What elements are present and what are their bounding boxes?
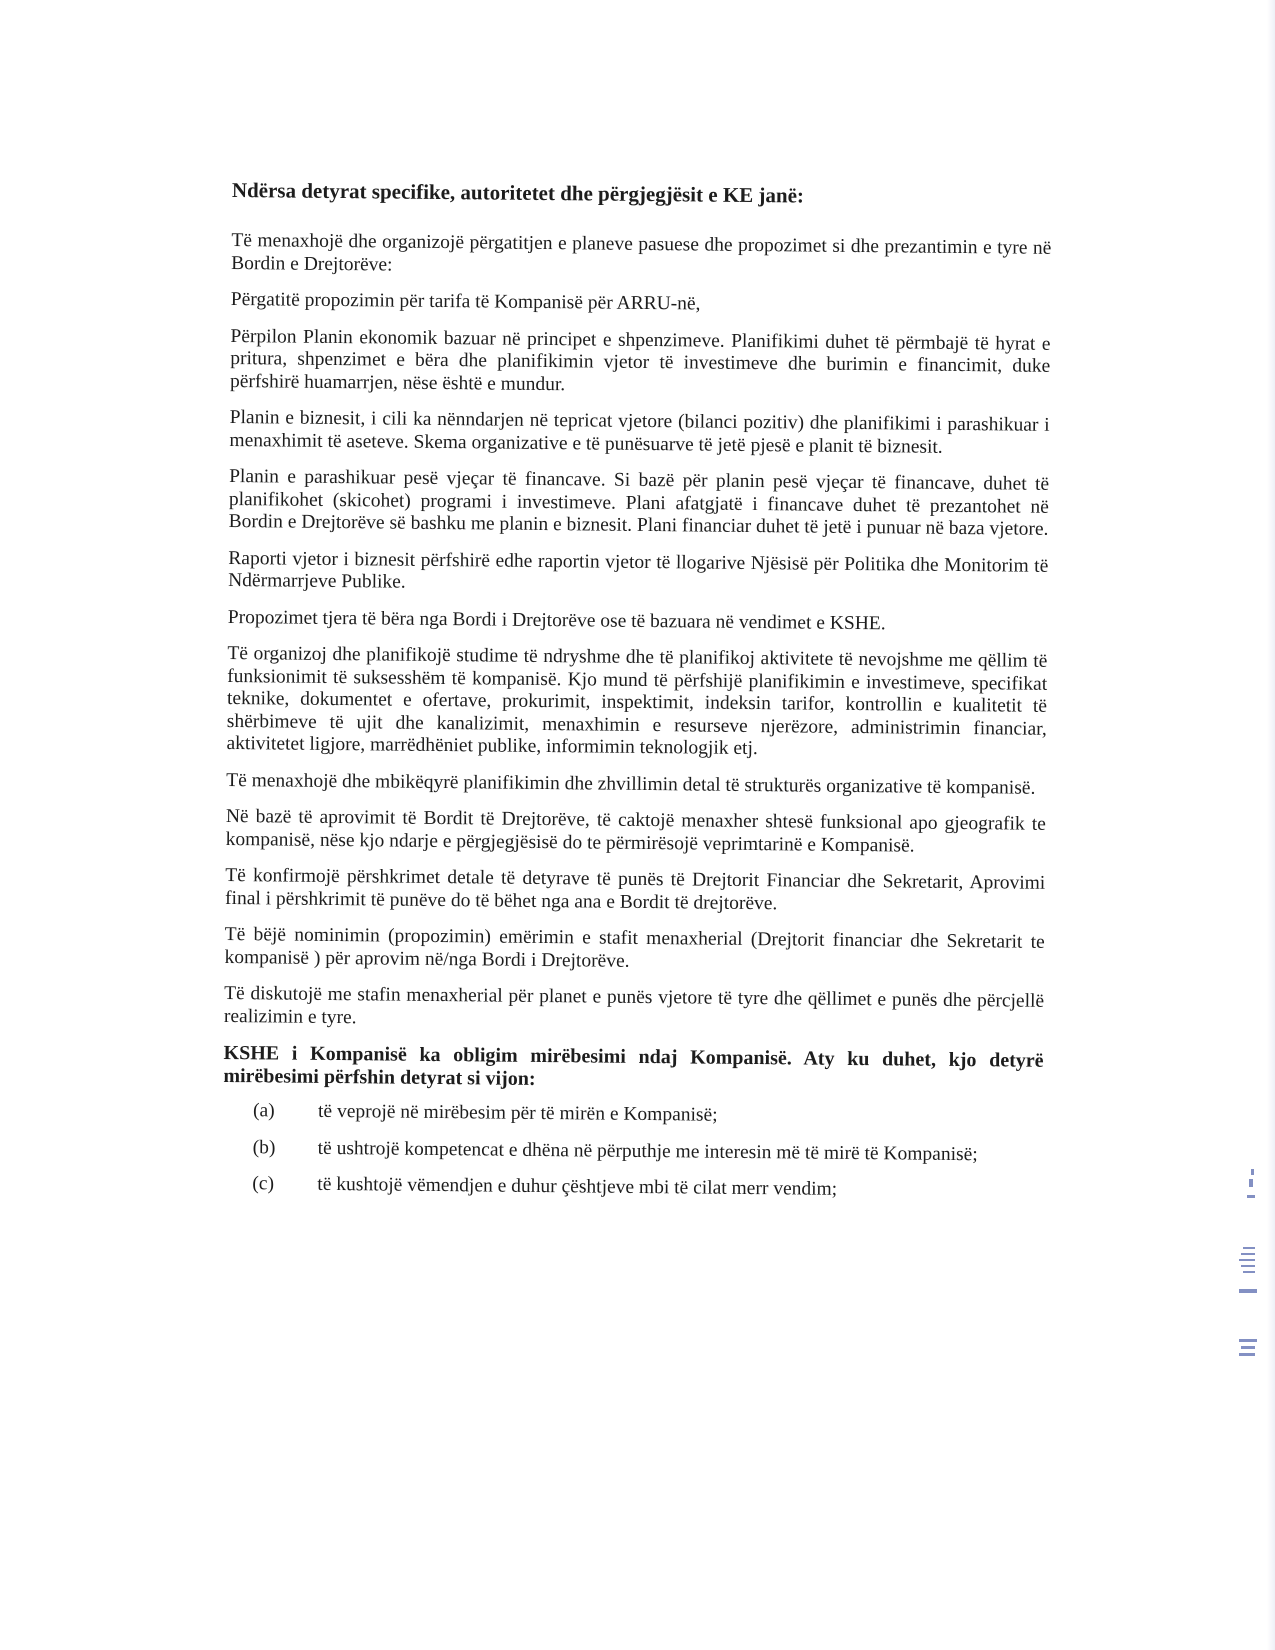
paragraph: Raporti vjetor i biznesit përfshirë edhe raportin vjetor të llogarive Njësisë për Politika dhe Monitorim të Ndërmarrjeve Publike. — [228, 547, 1049, 593]
list-item-label: (c) — [252, 1173, 275, 1195]
paragraph: Propozimet tjera të bëra nga Bordi i Drejtorëve ose të bazuara në vendimet e KSHE. — [227, 606, 886, 634]
paragraph: Të menaxhojë dhe organizojë përgatitjen e planeve pasuese dhe propozimet si dhe prezantimin e tyre në Bordin e Drejtorëve: — [231, 229, 1052, 276]
stamp-fragment-marks — [1225, 1165, 1265, 1395]
list-item — [223, 1136, 1043, 1166]
paragraph: Të bëjë nominimin (propozimin) emërimin e stafit menaxherial (Drejtorit financiar dhe Sekretarit te kompanisë ) për aprovim në/nga Bordi i Drejtorëve. — [224, 923, 1045, 972]
paragraph: Të diskutojë me stafin menaxherial për planet e punës vjetore të tyre dhe qëllimet e punës dhe përcjellë realizimin e tyre. — [223, 982, 1045, 1028]
paragraph: Të organizoj dhe planifikojë studime të ndryshme dhe të planifikoj aktivitete të nevojshme me qëllim të funksionimit të suksesshëm të kompanisë. Kjo mund të përfshijë planifikimin e investimeve, specifikat teknike, dokumentet e ofertave, prokurimit, inspektimit, indeksin tarifor, kontrollin e kualitetit të shërbimeve të ujit dhe kanalizimit, menaxhimin e resurseve njerëzore, administrimin financiar, aktivitetet ligjore, marrëdhëniet publike, informimin teknologjik etj. — [226, 642, 1048, 760]
scan-edge — [1267, 0, 1275, 1650]
list-item — [222, 1173, 1042, 1203]
section-heading: Ndërsa detyrat specifike, autoritetet dhe përgjegjësit e KE janë: — [231, 178, 805, 208]
list-item-text: të ushtrojë kompetencat e dhëna në përputhje me interesin më të mirë të Kompanisë; — [317, 1137, 978, 1165]
paragraph: Të konfirmojë përshkrimet detale të detyrave të punës të Drejtorit Financiar dhe Sekretarit, Aprovimi final i përshkrimit të punëve do të bëhet nga ana e Bordit të drejtorëve. — [224, 864, 1046, 914]
list-item-text: të veprojë në mirëbesim për të mirën e Kompanisë; — [317, 1100, 718, 1126]
paragraph: Në bazë të aprovimit të Bordit të Drejtorëve, të caktojë menaxher shtesë funksional apo gjeografik te kompanisë, nëse kjo ndarje e përgjegjësisë do te përmirësojë veprimtarinë e Kompanisë. — [225, 805, 1046, 857]
list-item-label: (b) — [252, 1136, 276, 1158]
paragraph: Përgatitë propozimin për tarifa të Kompanisë për ARRU-në, — [230, 288, 701, 315]
list-item-text: të kushtojë vëmendjen e duhur çështjeve mbi të cilat merr vendim; — [317, 1173, 838, 1200]
paragraph: Planin e parashikuar pesë vjeçar të financave. Si bazë për planin pesë vjeçar të financave, duhet të planifikohet (skicohet) programi i investimeve. Plani afatgjatë i financave duhet të prezantohet në Bordin e Drejtorëve së bashku me planin e biznesit. Plani financiar duhet të jetë i punuar në baza vjetore. — [228, 465, 1050, 540]
paragraph: Përpilon Planin ekonomik bazuar në principet e shpenzimeve. Planifikimi duhet të përmbajë të hyrat e pritura, shpenzimet e bëra dhe planifikimin vjetor të investimeve dhe burimin e financimit, duke përfshirë huamarrjen, nëse është e mundur. — [229, 325, 1051, 395]
paragraph: Planin e biznesit, i cili ka nënndarjen në tepricat vjetore (bilanci pozitiv) dhe planifikimi i parashikuar i menaxhimit të aseteve. Skema organizative e të punësuarve të jetë pjesë e planit të biznesit. — [229, 406, 1050, 458]
list-item-label: (a) — [252, 1100, 275, 1122]
document-page — [222, 178, 1052, 1217]
list-item — [223, 1100, 1043, 1130]
paragraph: Të menaxhojë dhe mbikëqyrë planifikimin dhe zhvillimin detal të strukturës organizative të kompanisë. — [226, 769, 1036, 799]
obligation-statement: KSHE i Kompanisë ka obligim mirëbesimi ndaj Kompanisë. Aty ku duhet, kjo detyrë mirëbesimi përfshin detyrat si vijon: — [223, 1041, 1044, 1090]
